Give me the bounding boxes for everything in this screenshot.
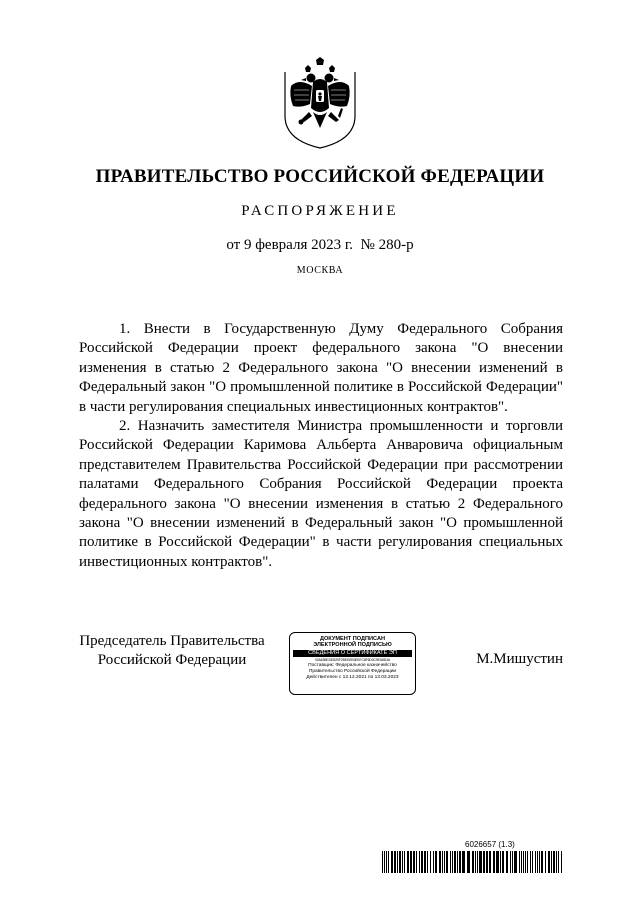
document-body (79, 320, 563, 572)
stamp-serial: 00A63ВЕDЕВ29F2ВЕDЕВ3EВ7С8F6D0С9ЕА8D4А (314, 657, 391, 662)
electronic-signature-stamp (289, 632, 416, 695)
page-title: ПРАВИТЕЛЬСТВО РОССИЙСКОЙ ФЕДЕРАЦИИ (95, 166, 545, 187)
position-line-2: Российской Федерации (97, 652, 247, 668)
barcode-icon (382, 851, 562, 873)
coat-of-arms-icon (279, 56, 361, 152)
date-number: от 9 февраля 2023 г. № 280-р (226, 237, 414, 253)
barcode-id: 6026657 (1.3) (465, 840, 515, 849)
position-line-1: Председатель Правительства (79, 633, 265, 649)
stamp-line-2: ЭЛЕКТРОННОЙ ПОДПИСЬЮ (313, 642, 392, 649)
stamp-supplier: Поставщик: Федеральное казначейство (308, 662, 397, 668)
stamp-validity: Действителен с 13.12.2021 по 13.03.2023 (306, 674, 399, 680)
signatory-position (79, 632, 265, 670)
document-type: РАСПОРЯЖЕНИЕ (241, 203, 399, 219)
paragraph-2: 2. Назначить заместителя Министра промышленности и торговли Российской Федерации Каримова Альберта Анваровича официальным представителем Правительства Российской Федерации при рассмотрении палатами Федерального Собрания Российской Федерации проекта федерального закона "О внесении изменения в статью 2 Федерального закона "О внесении изменений в Федеральный закон "О промышленной политике в Российской Федерации" в части регулирования специальных инвестиционных контрактов". (79, 418, 563, 570)
signatory-name: М.Мишустин (476, 651, 563, 667)
stamp-owner: Правительство Российской Федерации (308, 668, 397, 674)
stamp-banner: СВЕДЕНИЯ О СЕРТИФИКАТЕ ЭП (293, 650, 412, 657)
paragraph-1: 1. Внести в Государственную Думу Федерального Собрания Российской Федерации проект федерального закона "О внесении изменения в статью 2 Федерального закона "О внесении изменений в Федеральный закон "О промышленной политике в Российской Федерации" в части регулирования специальных инвестиционных контрактов". (79, 321, 563, 415)
stamp-line-1: ДОКУМЕНТ ПОДПИСАН (319, 636, 386, 642)
city-label: МОСКВА (296, 265, 344, 276)
